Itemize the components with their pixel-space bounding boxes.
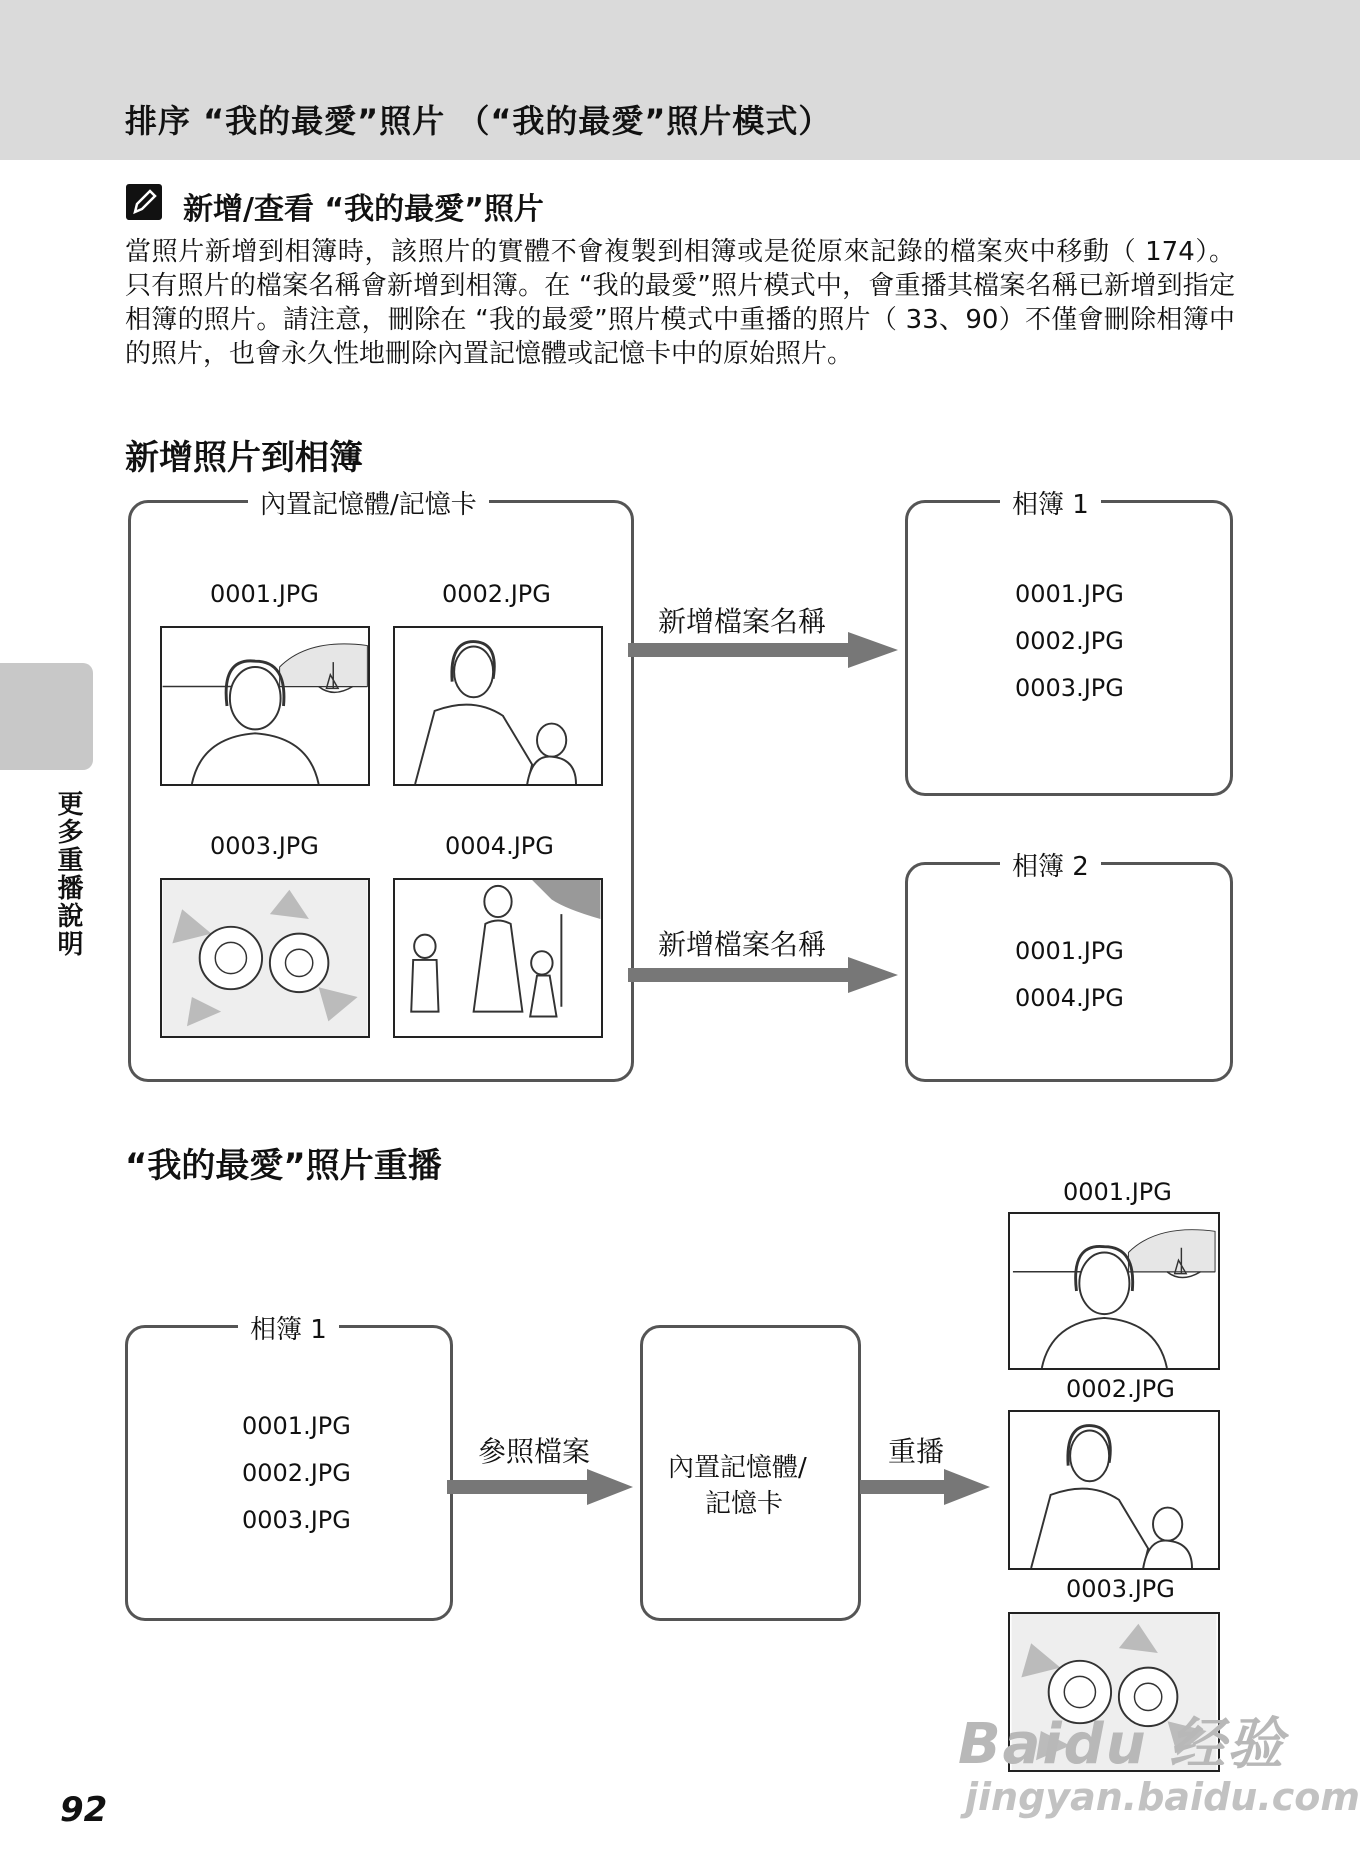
note-body: 當照片新增到相簿時，該照片的實體不會複製到相簿或是從原來記錄的檔案夾中移動（ 174）。只有照片的檔案名稱會新增到相簿。在 “我的最愛”照片模式中，會重播其檔案名稱已新增到指定相簿的照片。請注意，刪除在 “我的最愛”照片模式中重播的照片（ 33、90）不僅會刪除相簿中的照片，也會永久性地刪除內置記憶體或記憶卡中的原始照片。 [125, 237, 1235, 369]
baidu-watermark: Baidu 经验 [958, 1712, 1286, 1777]
photo-label: 0001.JPG [210, 580, 319, 608]
add-filename-label: 新增檔案名稱 [658, 605, 827, 638]
album-2-box [905, 862, 1233, 1082]
album-file: 0001.JPG [242, 1412, 351, 1440]
photo-family-park [393, 878, 603, 1038]
playback-photo-label: 0001.JPG [1063, 1178, 1172, 1206]
page-title: 排序 “我的最愛”照片 （“我的最愛”照片模式） [125, 102, 832, 140]
album-file: 0002.JPG [242, 1459, 351, 1487]
memory-box-line1: 內置記憶體/ [668, 1453, 807, 1483]
playback-photo-label: 0003.JPG [1066, 1575, 1175, 1603]
playback-photo-woman-child [1008, 1410, 1220, 1570]
photo-woman-child [393, 626, 603, 786]
photo-woman-lake [160, 626, 370, 786]
baidu-watermark-url: jingyan.baidu.com [965, 1775, 1360, 1819]
album-file: 0001.JPG [1015, 937, 1124, 965]
playback-label: 重播 [888, 1435, 945, 1468]
photo-label: 0004.JPG [445, 832, 554, 860]
album-file: 0004.JPG [1015, 984, 1124, 1012]
reference-arrow [447, 1467, 635, 1507]
playback-photo-woman-lake [1008, 1212, 1220, 1370]
source-memory-label: 內置記憶體/記憶卡 [248, 484, 489, 521]
side-tab-label: 更多重播說明 [53, 790, 83, 958]
note-title: 新增/查看 “我的最愛”照片 [183, 192, 544, 227]
photo-flowers [160, 878, 370, 1038]
memory-box-line2: 記憶卡 [705, 1489, 784, 1519]
album-1-label: 相簿 1 [1000, 484, 1101, 521]
playback-arrow [860, 1467, 992, 1507]
photo-label: 0002.JPG [442, 580, 551, 608]
album-file: 0002.JPG [1015, 627, 1124, 655]
album-file: 0001.JPG [1015, 580, 1124, 608]
page-number: 92 [60, 1790, 108, 1830]
add-filename-label: 新增檔案名稱 [658, 928, 827, 961]
album-file: 0003.JPG [242, 1506, 351, 1534]
photo-label: 0003.JPG [210, 832, 319, 860]
section-title-add: 新增照片到相簿 [125, 438, 363, 478]
album-file: 0003.JPG [1015, 674, 1124, 702]
album-2-label: 相簿 2 [1000, 846, 1101, 883]
section-title-playback: “我的最愛”照片重播 [125, 1146, 442, 1186]
side-tab [0, 663, 93, 770]
reference-label: 參照檔案 [478, 1435, 591, 1468]
playback-album-label: 相簿 1 [238, 1309, 339, 1346]
playback-photo-label: 0002.JPG [1066, 1375, 1175, 1403]
note-pencil-icon [126, 184, 162, 220]
